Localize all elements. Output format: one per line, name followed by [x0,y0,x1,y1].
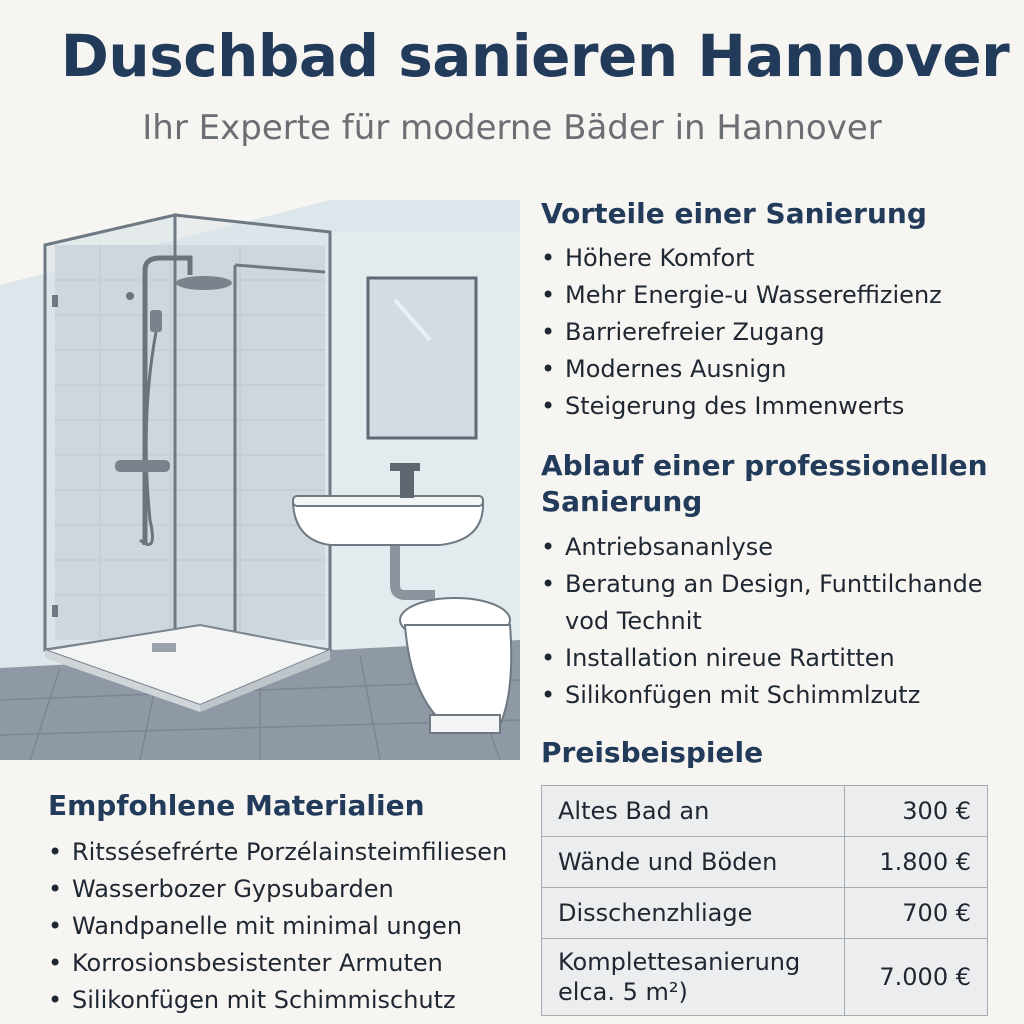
list-item: • Ritssésefrérte Porzélainsteimfiliesen [48,834,528,871]
list-item: • Silikonfügen mit Schimmischutz [48,982,528,1019]
table-row [542,837,988,888]
price-label: Disschenzhliage [542,888,845,939]
prices-heading: Preisbeispiele [541,736,764,769]
list-item: • Mehr Energie-u Wassereffizienz [541,277,1011,314]
process-list [541,529,1011,714]
page-title: Duschbad sanieren Hannover [60,22,1010,90]
price-label [542,939,845,1016]
table-row [542,939,988,1016]
price-label-line: elca. 5 m²) [558,978,688,1006]
price-label: Altes Bad an [542,786,845,837]
list-item: • Korrosionsbesistenter Armuten [48,945,528,982]
price-table [541,785,988,1016]
list-item: • Barrierefreier Zugang [541,314,1011,351]
process-heading [541,448,988,520]
advantages-list [541,240,1011,425]
list-item: • Höhere Komfort [541,240,1011,277]
price-label-line: Komplettesanierung [558,948,801,976]
table-row [542,888,988,939]
table-row [542,786,988,837]
bathroom-illustration [0,150,520,760]
list-item: • Wandpanelle mit minimal ungen [48,908,528,945]
list-item: • Antriebsananlyse [541,529,1011,566]
price-value: 7.000 € [845,939,988,1016]
price-value: 300 € [845,786,988,837]
list-item: • Silikonfügen mit Schimmlzutz [541,677,1011,714]
price-label: Wände und Böden [542,837,845,888]
list-item: • Wasserbozer Gypsubarden [48,871,528,908]
process-heading-line2: Sanierung [541,485,703,518]
materials-heading: Empfohlene Materialien [48,789,425,822]
list-item: • Installation nireue Rartitten [541,640,1011,677]
price-value: 700 € [845,888,988,939]
materials-list [48,834,528,1019]
list-item-line: vod Technit [565,607,702,635]
list-item-line: Beratung an Design, Funttilchande [565,570,983,598]
page-subtitle: Ihr Experte für moderne Bäder in Hannover [142,108,882,148]
price-value: 1.800 € [845,837,988,888]
list-item: • Steigerung des Immenwerts [541,388,1011,425]
list-item [541,566,1011,640]
advantages-heading: Vorteile einer Sanierung [541,197,927,230]
list-item: • Modernes Ausnign [541,351,1011,388]
process-heading-line1: Ablauf einer professionellen [541,449,988,482]
